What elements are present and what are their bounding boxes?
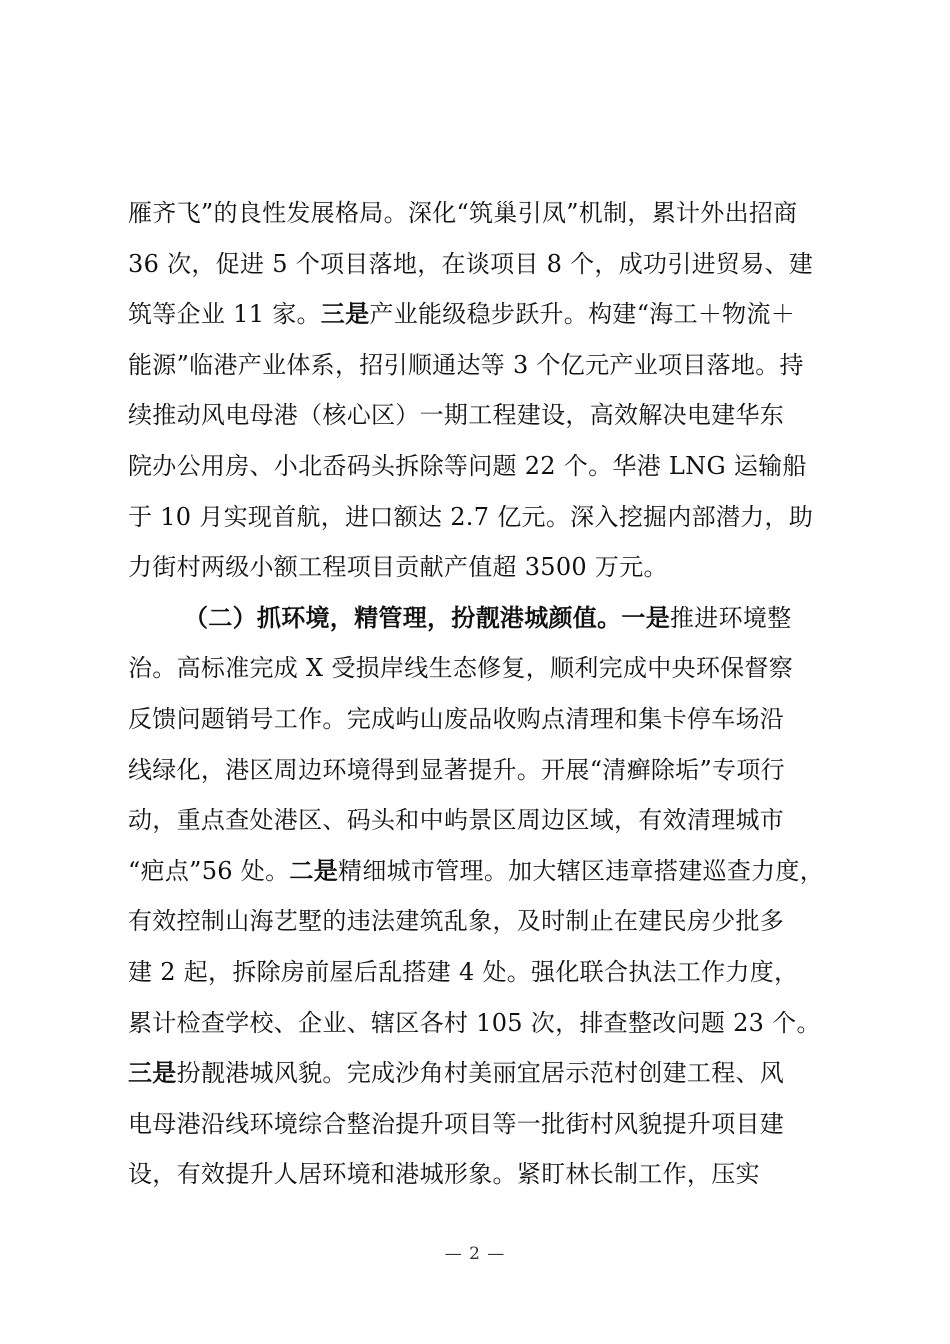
text-segment: 推进环境整 [670,603,792,632]
text-segment: 精细城市管理。加大辖区违章搭建巡查力度， [338,856,825,885]
page-number: — 2 — [444,1244,506,1264]
text-segment: 有效控制山海艺墅的违法建筑乱象，及时制止在建民房少批多 [128,907,785,936]
text-line [128,188,828,239]
text-line [128,593,828,644]
bold-text-segment: 二是 [289,855,339,885]
body-text [128,188,828,1200]
text-segment: 产业能级稳步跃升。构建“海工＋物流＋ [369,300,796,329]
text-line [128,492,828,543]
text-segment: “疤点”56 处。 [128,856,290,885]
text-line [128,1048,828,1099]
text-line [128,239,828,290]
text-line [128,1099,828,1150]
text-line [128,390,828,441]
text-segment: 力街村两级小额工程项目贡献产值超 3500 万元。 [128,553,668,582]
text-line [128,745,828,796]
text-line [128,947,828,998]
text-segment: 线绿化，港区周边环境得到显著提升。开展“清癣除垢”专项行 [128,755,785,784]
text-segment: 电母港沿线环境综合整治提升项目等一批街村风貌提升项目建 [128,1109,785,1138]
bold-text-segment: 三是 [128,1058,177,1088]
text-segment: 雁齐飞”的良性发展格局。深化“筑巢引凤”机制，累计外出招商 [128,199,798,227]
text-segment: 续推动风电母港（核心区）一期工程建设，高效解决电建华东 [128,401,785,430]
text-line [128,694,828,745]
text-line [128,340,828,391]
text-line [128,289,828,340]
text-line [128,441,828,492]
text-segment: 能源”临港产业体系，招引顺通达等 3 个亿元产业项目落地。持 [128,350,804,379]
text-line [128,846,828,897]
text-segment: 建 2 起，拆除房前屋后乱搭建 4 处。强化联合执法工作力度， [128,957,799,986]
text-segment: 设，有效提升人居环境和港城形象。紧盯林长制工作，压实 [128,1160,760,1189]
bold-text-segment: 三是 [320,299,370,329]
text-segment: 筑等企业 11 家。 [128,300,321,329]
text-segment: 累计检查学校、企业、辖区各村 105 次，排查整改问题 23 个。 [128,1008,821,1037]
text-line [128,998,828,1049]
text-segment: 于 10 月实现首航，进口额达 2.7 亿元。深入挖掘内部潜力，助 [128,502,814,531]
text-line [128,542,828,593]
text-segment: 扮靓港城风貌。完成沙角村美丽宜居示范村创建工程、风 [176,1059,785,1088]
text-line [128,1149,828,1200]
text-segment: 反馈问题销号工作。完成屿山废品收购点清理和集卡停车场沿 [128,704,785,733]
text-line [128,795,828,846]
text-segment: 动，重点查处港区、码头和中屿景区周边区域，有效清理城市 [128,806,785,835]
text-segment: 院办公用房、小北岙码头拆除等问题 22 个。华港 LNG 运输船 [128,451,807,480]
bold-text-segment: （二）抓环境，精管理，扮靓港城颜值。一是 [184,602,670,632]
text-line [128,896,828,947]
text-line [128,643,828,694]
text-segment: 治。高标准完成 X 受损岸线生态修复，顺利完成中央环保督察 [128,654,794,683]
text-segment: 36 次，促进 5 个项目落地，在谈项目 8 个，成功引进贸易、建 [128,249,814,278]
